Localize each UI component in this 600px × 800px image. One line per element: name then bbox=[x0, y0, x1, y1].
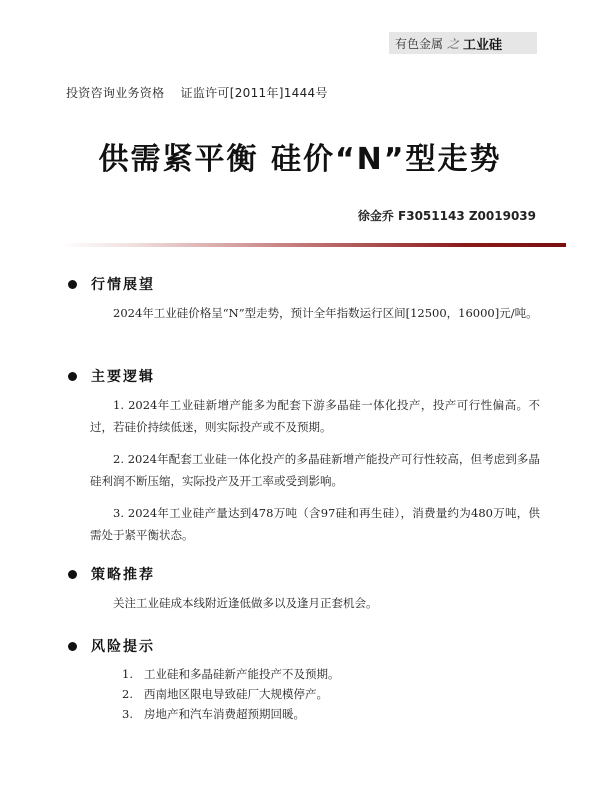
section-outlook bbox=[60, 274, 540, 324]
section-title: 主要逻辑 bbox=[91, 369, 155, 385]
qualification-line bbox=[66, 84, 328, 101]
risk-list bbox=[122, 664, 540, 724]
list-item bbox=[122, 684, 540, 704]
list-item bbox=[122, 704, 540, 724]
bullet-icon bbox=[68, 642, 77, 651]
author-line: 徐金乔 F3051143 Z0019039 bbox=[357, 209, 536, 223]
paragraph: 关注工业硅成本线附近逢低做多以及逢月正套机会。 bbox=[113, 596, 378, 610]
section-title: 行情展望 bbox=[91, 277, 155, 293]
sector-separator: 之 bbox=[447, 36, 460, 51]
section-title: 风险提示 bbox=[91, 639, 155, 655]
section-heading bbox=[60, 636, 540, 656]
paragraph: 2024年工业硅价格呈“N”型走势，预计全年指数运行区间[12500，16000]元/吨。 bbox=[113, 306, 538, 320]
license-number: 证监许可[2011年]1444号 bbox=[180, 86, 328, 100]
report-title: 供需紧平衡 硅价“N”型走势 bbox=[98, 142, 502, 177]
paragraph: 1. 2024年工业硅新增产能多为配套下游多晶硅一体化投产，投产可行性偏高。不过，若硅价持续低迷，则实际投产或不及预期。 bbox=[90, 398, 540, 434]
section-risks bbox=[60, 636, 540, 724]
paragraph: 2. 2024年配套工业硅一体化投产的多晶硅新增产能投产可行性较高，但考虑到多晶硅利润不断压缩，实际投产及开工率或受到影响。 bbox=[90, 452, 540, 488]
bullet-icon bbox=[68, 570, 77, 579]
sector-tag bbox=[389, 32, 537, 54]
section-heading bbox=[60, 274, 540, 294]
product-name: 工业硅 bbox=[463, 37, 503, 53]
paragraph: 3. 2024年工业硅产量达到478万吨（含97硅和再生硅），消费量约为480万吨，供需处于紧平衡状态。 bbox=[90, 506, 540, 542]
item-text: 房地产和汽车消费超预期回暖。 bbox=[144, 707, 305, 721]
header-divider bbox=[60, 243, 566, 247]
sector-name: 有色金属 bbox=[395, 36, 444, 51]
section-title: 策略推荐 bbox=[91, 567, 155, 583]
item-text: 工业硅和多晶硅新产能投产不及预期。 bbox=[144, 667, 340, 681]
item-number: 2. bbox=[122, 687, 133, 701]
section-heading bbox=[60, 564, 540, 584]
bullet-icon bbox=[68, 372, 77, 381]
section-heading bbox=[60, 366, 540, 386]
list-item bbox=[122, 664, 540, 684]
bullet-icon bbox=[68, 280, 77, 289]
item-text: 西南地区限电导致硅厂大规模停产。 bbox=[144, 687, 328, 701]
item-number: 1. bbox=[122, 667, 133, 681]
qualification-label: 投资咨询业务资格 bbox=[66, 86, 165, 100]
section-strategy bbox=[60, 564, 540, 614]
section-logic bbox=[60, 366, 540, 546]
item-number: 3. bbox=[122, 707, 133, 721]
